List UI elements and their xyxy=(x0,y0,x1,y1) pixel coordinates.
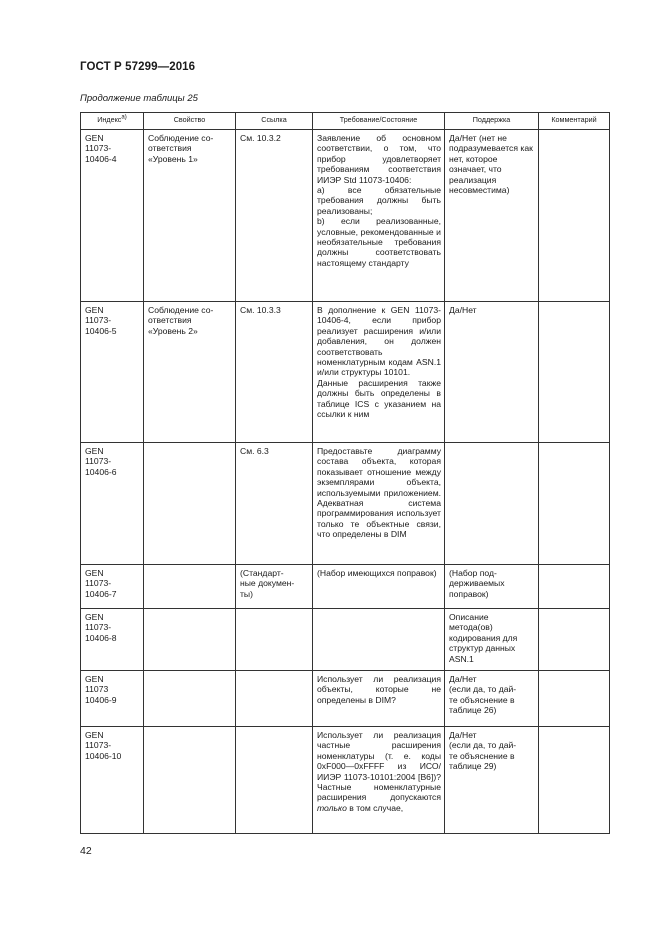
cell-reference: См. 6.3 xyxy=(236,443,313,565)
cell-property: Соблюдение со- ответствия «Уровень 2» xyxy=(144,302,236,443)
table-row xyxy=(81,671,610,727)
cell-index: GEN 11073- 10406-8 xyxy=(81,609,144,671)
cell-comment xyxy=(539,130,610,302)
cell-reference: (Стандарт- ные докумен- ты) xyxy=(236,565,313,609)
cell-support: Да/Нет (если да, то дай- те объяснение в таблице 26) xyxy=(445,671,539,727)
header-index-footnote: а) xyxy=(121,114,127,121)
table-caption: Продолжение таблицы 25 xyxy=(80,93,198,104)
cell-reference: См. 10.3.2 xyxy=(236,130,313,302)
cell-requirement: Заявление об основном соответствии, о том, что прибор удовлетворяет требованиям соответствия ИИЭР Std 11073-10406: а) все обязательные требования должны быть реализованы; b) если реализованные, условные, рекомендованные и необязательные требования должны соответствовать настоящему стандарту xyxy=(313,130,445,302)
cell-support: Да/Нет xyxy=(445,302,539,443)
ics-table xyxy=(80,112,610,834)
cell-support: (Набор под- держиваемых поправок) xyxy=(445,565,539,609)
cell-requirement: (Набор имеющихся поправок) xyxy=(313,565,445,609)
cell-index: GEN 11073- 10406-6 xyxy=(81,443,144,565)
table-row xyxy=(81,727,610,834)
cell-support: Описание метода(ов) кодирования для структур данных ASN.1 xyxy=(445,609,539,671)
table-row xyxy=(81,302,610,443)
table-row xyxy=(81,565,610,609)
cell-requirement xyxy=(313,609,445,671)
header-index: Индекс$^{а)}$ xyxy=(81,113,144,130)
cell-index: GEN 11073- 10406-5 xyxy=(81,302,144,443)
header-support: Поддержка xyxy=(445,113,539,130)
requirement-text-end: в том случае, xyxy=(346,802,404,813)
table-row xyxy=(81,443,610,565)
cell-index: GEN 11073 10406-9 xyxy=(81,671,144,727)
cell-requirement: Использует ли реализация объекты, которые не определены в DIM? xyxy=(313,671,445,727)
header-comment: Комментарий xyxy=(539,113,610,130)
header-requirement: Требование/Состояние xyxy=(313,113,445,130)
cell-comment xyxy=(539,671,610,727)
table-row xyxy=(81,609,610,671)
table-header-row xyxy=(81,113,610,130)
cell-property xyxy=(144,609,236,671)
cell-reference xyxy=(236,671,313,727)
cell-support: Да/Нет (если да, то дай- те объяснение в таблице 29) xyxy=(445,727,539,834)
cell-requirement: Предоставьте диаграмму состава объекта, которая показывает отношение между экземплярами объекта, используемыми приложением. Адекватная система программирования использует только те объектные связи, что определены в DIM xyxy=(313,443,445,565)
cell-reference: См. 10.3.3 xyxy=(236,302,313,443)
cell-property xyxy=(144,671,236,727)
cell-comment xyxy=(539,727,610,834)
header-reference: Ссылка xyxy=(236,113,313,130)
table-row xyxy=(81,130,610,302)
header-property: Свойство xyxy=(144,113,236,130)
cell-index: GEN 11073- 10406-10 xyxy=(81,727,144,834)
page-number: 42 xyxy=(80,845,92,857)
cell-requirement xyxy=(313,727,445,834)
cell-reference xyxy=(236,609,313,671)
cell-property xyxy=(144,565,236,609)
cell-comment xyxy=(539,443,610,565)
cell-property xyxy=(144,443,236,565)
document-title: ГОСТ Р 57299—2016 xyxy=(80,61,196,73)
cell-comment xyxy=(539,302,610,443)
cell-reference xyxy=(236,727,313,834)
cell-property: Соблюдение со- ответствия «Уровень 1» xyxy=(144,130,236,302)
cell-support: Да/Нет (нет не подразумевается как нет, которое означает, что реализация несовместима) xyxy=(445,130,539,302)
cell-requirement: В дополнение к GEN 11073-10406-4, если прибор реализует расширения и/или добавления, он должен соответствовать номенклатурным кодам ASN.1 и/или структуры 10101. Данные расширения также должны быть определены в таблице ICS с указанием на ссылки к ним xyxy=(313,302,445,443)
cell-index: GEN 11073- 10406-4 xyxy=(81,130,144,302)
cell-property xyxy=(144,727,236,834)
requirement-text: Использует ли реализация частные расширения номенклатуры (т. е. коды 0xF000—0xFFFF из ИСО/ИИЭР 11073-10101:2004 [В6])? Частные номенклатурные расширения допускаются xyxy=(317,730,441,803)
cell-index: GEN 11073- 10406-7 xyxy=(81,565,144,609)
requirement-emphasis: только xyxy=(317,802,347,813)
cell-support xyxy=(445,443,539,565)
cell-comment xyxy=(539,609,610,671)
cell-comment xyxy=(539,565,610,609)
